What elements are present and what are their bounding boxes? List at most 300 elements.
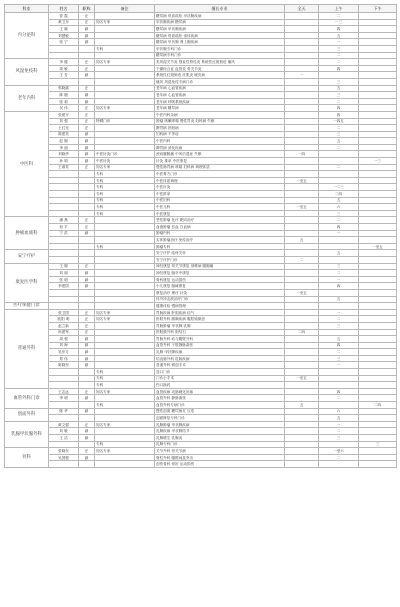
specialty-cell: 肿瘤专科: [155, 243, 285, 250]
doctor-name-cell: [49, 52, 79, 59]
full-day-cell: [285, 217, 319, 224]
doctor-title-cell: 副: [79, 98, 95, 105]
note-cell: 专科: [95, 177, 155, 184]
morning-cell: 五: [319, 296, 359, 303]
specialty-cell: 恶性肿瘤 化疗 靶向治疗: [155, 217, 285, 224]
doctor-name-cell: [49, 441, 79, 448]
doctor-title-cell: 副: [79, 151, 95, 158]
full-day-cell: [285, 276, 319, 283]
doctor-name-cell: 王红光: [49, 125, 79, 132]
specialty-cell: 痛风 风湿免疫专病门诊: [155, 78, 285, 85]
doctor-name-cell: 郑 伟: [49, 355, 79, 362]
doctor-title-cell: 副: [79, 355, 95, 362]
morning-cell: 一: [319, 421, 359, 428]
specialty-cell: 糖尿病专科门诊: [155, 52, 285, 59]
doctor-title-cell: 副: [79, 158, 95, 165]
note-cell: [95, 32, 155, 39]
note-cell: 知名专家: [95, 19, 155, 26]
table-row: [5, 237, 397, 244]
doctor-name-cell: 王志远: [49, 388, 79, 395]
doctor-title-cell: [79, 402, 95, 409]
specialty-cell: 脾胃病 肝胆病: [155, 125, 285, 132]
specialty-cell: 小儿康复 脑瘫康复: [155, 283, 285, 290]
specialty-cell: 血管外科 下肢静脉曲张: [155, 342, 285, 349]
table-row: [5, 375, 397, 382]
morning-cell: 三: [319, 92, 359, 99]
afternoon-cell: [359, 72, 397, 79]
note-cell: 专科: [95, 204, 155, 211]
full-day-cell: 一至五: [285, 289, 319, 296]
full-day-cell: [285, 428, 319, 435]
afternoon-cell: [359, 303, 397, 310]
full-day-cell: [285, 388, 319, 395]
table-row: [5, 171, 397, 178]
full-day-cell: [285, 441, 319, 448]
afternoon-cell: [359, 263, 397, 270]
morning-cell: 二: [319, 316, 359, 323]
full-day-cell: [285, 461, 319, 468]
table-row: [5, 204, 397, 211]
department-name: 创面外科: [5, 408, 49, 421]
note-cell: [95, 336, 155, 343]
doctor-title-cell: 副: [79, 230, 95, 237]
afternoon-cell: [359, 92, 397, 99]
full-day-cell: [285, 118, 319, 125]
table-row: [5, 210, 397, 217]
full-day-cell: [285, 408, 319, 415]
doctor-name-cell: 陈 刚: [49, 92, 79, 99]
department-name: 骨科: [5, 448, 49, 468]
doctor-title-cell: 正: [79, 65, 95, 72]
afternoon-cell: [359, 32, 397, 39]
doctor-name-cell: [49, 184, 79, 191]
specialty-cell: 胃肠肿瘤 甲状腺 乳腺: [155, 322, 285, 329]
table-row: [5, 184, 397, 191]
note-cell: 专科: [95, 243, 155, 250]
doctor-title-cell: [79, 204, 95, 211]
doctor-title-cell: 正: [79, 322, 95, 329]
header-row: [5, 5, 397, 13]
afternoon-cell: [359, 283, 397, 290]
table-row: [5, 72, 397, 79]
afternoon-cell: [359, 309, 397, 316]
note-cell: [95, 92, 155, 99]
doctor-name-cell: [49, 402, 79, 409]
morning-cell: 二: [319, 395, 359, 402]
afternoon-cell: [359, 177, 397, 184]
full-day-cell: [285, 250, 319, 257]
note-cell: 专科: [95, 210, 155, 217]
doctor-name-cell: 曾 霞: [49, 13, 79, 20]
afternoon-cell: [359, 415, 397, 422]
doctor-title-cell: 副: [79, 26, 95, 33]
morning-cell: 一二三: [319, 184, 359, 191]
morning-cell: 五: [319, 197, 359, 204]
morning-cell: [319, 243, 359, 250]
header-cell: 上午: [319, 5, 359, 13]
table-row: [5, 421, 397, 428]
doctor-title-cell: 正: [79, 388, 95, 395]
doctor-title-cell: [79, 45, 95, 52]
specialty-cell: 糖尿病 甲状腺 肾上腺疾病: [155, 39, 285, 46]
afternoon-cell: [359, 191, 397, 198]
full-day-cell: [285, 210, 319, 217]
full-day-cell: [285, 138, 319, 145]
afternoon-cell: [359, 184, 397, 191]
note-cell: [95, 303, 155, 310]
doctor-name-cell: 刘 海: [49, 342, 79, 349]
afternoon-cell: [359, 369, 397, 376]
doctor-name-cell: [49, 289, 79, 296]
specialty-cell: 血管外科专病门诊: [155, 402, 285, 409]
specialty-cell: 糖尿病 骨质疏松 甲状腺疾病: [155, 13, 285, 20]
afternoon-cell: [359, 289, 397, 296]
table-row: [5, 408, 397, 415]
full-day-cell: [285, 309, 319, 316]
doctor-title-cell: [79, 441, 95, 448]
afternoon-cell: 一三: [359, 158, 397, 165]
doctor-name-cell: [49, 210, 79, 217]
morning-cell: 六: [319, 408, 359, 415]
doctor-name-cell: 王 洁: [49, 435, 79, 442]
table-row: [5, 349, 397, 356]
full-day-cell: 二: [285, 256, 319, 263]
table-row: [5, 98, 397, 105]
doctor-name-cell: 黄卫东: [49, 19, 79, 26]
doctor-name-cell: [49, 177, 79, 184]
doctor-name-cell: [49, 382, 79, 389]
table-row: [5, 111, 397, 118]
table-row: [5, 369, 397, 376]
doctor-name-cell: 王 芳: [49, 72, 79, 79]
table-row: [5, 402, 397, 409]
afternoon-cell: [359, 105, 397, 112]
note-cell: [95, 263, 155, 270]
specialty-cell: 针灸 推拿 中医康复: [155, 158, 285, 165]
afternoon-cell: [359, 151, 397, 158]
afternoon-cell: [359, 230, 397, 237]
full-day-cell: [285, 230, 319, 237]
full-day-cell: [285, 65, 319, 72]
note-cell: 中医针灸: [95, 158, 155, 165]
afternoon-cell: [359, 19, 397, 26]
doctor-schedule-table: [4, 4, 397, 468]
full-day-cell: [285, 283, 319, 290]
specialty-cell: 胃肠外科 疝与腹壁外科: [155, 336, 285, 343]
morning-cell: 二: [319, 59, 359, 66]
doctor-title-cell: 正: [79, 19, 95, 26]
full-day-cell: [285, 415, 319, 422]
full-day-cell: 五: [285, 237, 319, 244]
full-day-cell: [285, 342, 319, 349]
department-name: 风湿免疫科: [5, 59, 49, 85]
note-cell: [95, 224, 155, 231]
header-cell: 全天: [285, 5, 319, 13]
doctor-title-cell: [79, 210, 95, 217]
doctor-title-cell: 正: [79, 105, 95, 112]
full-day-cell: [285, 263, 319, 270]
full-day-cell: [285, 270, 319, 277]
afternoon-cell: [359, 428, 397, 435]
doctor-title-cell: [79, 250, 95, 257]
specialty-cell: 中医内科: [155, 138, 285, 145]
note-cell: [95, 13, 155, 20]
afternoon-cell: [359, 125, 397, 132]
doctor-title-cell: 副: [79, 454, 95, 461]
table-row: [5, 164, 397, 171]
morning-cell: 二: [319, 270, 359, 277]
morning-cell: 一: [319, 230, 359, 237]
afternoon-cell: [359, 52, 397, 59]
doctor-name-cell: [49, 303, 79, 310]
note-cell: [95, 138, 155, 145]
afternoon-cell: [359, 85, 397, 92]
doctor-title-cell: 副: [79, 336, 95, 343]
table-row: [5, 263, 397, 270]
afternoon-cell: [359, 210, 397, 217]
specialty-cell: 中医体质调理: [155, 177, 285, 184]
full-day-cell: [285, 59, 319, 66]
doctor-title-cell: 正: [79, 111, 95, 118]
full-day-cell: [285, 303, 319, 310]
doctor-title-cell: 副: [79, 362, 95, 369]
full-day-cell: 一至五: [285, 204, 319, 211]
note-cell: 知名专家: [95, 448, 155, 455]
afternoon-cell: [359, 197, 397, 204]
specialty-cell: 干燥综合征 血管炎 骨关节炎: [155, 65, 285, 72]
doctor-title-cell: 正: [79, 421, 95, 428]
full-day-cell: [285, 296, 319, 303]
afternoon-cell: 三: [359, 441, 397, 448]
specialty-cell: 中医儿科: [155, 204, 285, 211]
morning-cell: 三: [319, 131, 359, 138]
morning-cell: [319, 329, 359, 336]
doctor-title-cell: 正: [79, 263, 95, 270]
specialty-cell: 糖尿病 甲状腺疾病: [155, 26, 285, 33]
afternoon-cell: [359, 164, 397, 171]
table-row: [5, 78, 397, 85]
doctor-name-cell: 宁 洪: [49, 230, 79, 237]
afternoon-cell: [359, 336, 397, 343]
note-cell: [95, 342, 155, 349]
morning-cell: 一四五: [319, 118, 359, 125]
morning-cell: [319, 375, 359, 382]
doctor-title-cell: 副: [79, 92, 95, 99]
table-row: [5, 388, 397, 395]
table-row: [5, 336, 397, 343]
doctor-name-cell: [49, 191, 79, 198]
afternoon-cell: [359, 138, 397, 145]
doctor-name-cell: 李 健: [49, 59, 79, 66]
afternoon-cell: [359, 388, 397, 395]
specialty-cell: 健康体检 慢病管理: [155, 303, 285, 310]
doctor-name-cell: 李 明: [49, 395, 79, 402]
table-row: [5, 39, 397, 46]
doctor-name-cell: 刘晓华: [49, 151, 79, 158]
morning-cell: [319, 158, 359, 165]
afternoon-cell: [359, 204, 397, 211]
specialty-cell: 脊柱外科 腰椎间盘突出: [155, 454, 285, 461]
afternoon-cell: [359, 395, 397, 402]
specialty-cell: 安宁疗护 临终关怀: [155, 250, 285, 257]
afternoon-cell: [359, 329, 397, 336]
doctor-name-cell: 李 丽: [49, 144, 79, 151]
afternoon-cell: [359, 237, 397, 244]
doctor-name-cell: 赵 刚: [49, 138, 79, 145]
table-row: [5, 448, 397, 455]
doctor-name-cell: 黄文强: [49, 421, 79, 428]
full-day-cell: [285, 78, 319, 85]
full-day-cell: [285, 26, 319, 33]
note-cell: [95, 256, 155, 263]
morning-cell: [319, 237, 359, 244]
department-name: 中医科: [5, 111, 49, 217]
afternoon-cell: [359, 45, 397, 52]
department-name: 老年内科: [5, 85, 49, 111]
afternoon-cell: [359, 408, 397, 415]
specialty-cell: 普通外科 微创手术: [155, 362, 285, 369]
morning-cell: 四: [319, 65, 359, 72]
doctor-name-cell: 张建平: [49, 111, 79, 118]
specialty-cell: 创伤骨科 骨折 运动损伤: [155, 461, 285, 468]
specialty-cell: 康复治疗 理疗 针灸: [155, 289, 285, 296]
note-cell: [95, 322, 155, 329]
note-cell: [95, 144, 155, 151]
header-cell: 职称: [79, 5, 95, 13]
note-cell: [95, 428, 155, 435]
table-row: [5, 322, 397, 329]
full-day-cell: [285, 336, 319, 343]
doctor-title-cell: [79, 296, 95, 303]
table-row: [5, 144, 397, 151]
doctor-name-cell: [49, 415, 79, 422]
full-day-cell: [285, 355, 319, 362]
department-name: 乳腺甲状腺外科: [5, 421, 49, 447]
note-cell: [95, 415, 155, 422]
afternoon-cell: [359, 26, 397, 33]
note-cell: [95, 408, 155, 415]
note-cell: [95, 454, 155, 461]
doctor-name-cell: 吴 伟: [49, 105, 79, 112]
full-day-cell: [285, 184, 319, 191]
note-cell: [95, 98, 155, 105]
table-row: [5, 191, 397, 198]
table-row: [5, 45, 397, 52]
doctor-name-cell: [49, 296, 79, 303]
table-row: [5, 224, 397, 231]
afternoon-cell: [359, 454, 397, 461]
specialty-cell: 甲状腺疾病 糖尿病: [155, 19, 285, 26]
doctor-title-cell: 副: [79, 408, 95, 415]
full-day-cell: 一: [285, 72, 319, 79]
table-row: [5, 158, 397, 165]
note-cell: 专科: [95, 382, 155, 389]
afternoon-cell: [359, 296, 397, 303]
doctor-name-cell: 张 明: [49, 276, 79, 283]
table-row: [5, 13, 397, 20]
specialty-cell: 胃肠疾病 肝胆疾病 疝气: [155, 309, 285, 316]
morning-cell: 四: [319, 224, 359, 231]
specialty-cell: 造口门诊: [155, 369, 285, 376]
specialty-cell: 中医针灸: [155, 184, 285, 191]
full-day-cell: [285, 164, 319, 171]
table-row: [5, 435, 397, 442]
full-day-cell: 一四: [285, 151, 319, 158]
full-day-cell: [285, 435, 319, 442]
afternoon-cell: [359, 78, 397, 85]
specialty-cell: 乳腺 甲状腺疾病: [155, 349, 285, 356]
doctor-name-cell: 何 平: [49, 224, 79, 231]
doctor-name-cell: 刘 强: [49, 118, 79, 125]
department-name: 肿瘤血液科: [5, 217, 49, 250]
table-row: [5, 355, 397, 362]
table-row: [5, 85, 397, 92]
note-cell: 知名专家: [95, 59, 155, 66]
full-day-cell: [285, 39, 319, 46]
afternoon-cell: [359, 59, 397, 66]
afternoon-cell: [359, 98, 397, 105]
table-row: [5, 230, 397, 237]
morning-cell: [319, 256, 359, 263]
doctor-title-cell: 副: [79, 342, 95, 349]
table-row: [5, 243, 397, 250]
morning-cell: [319, 441, 359, 448]
doctor-title-cell: 正: [79, 59, 95, 66]
doctor-title-cell: 副: [79, 39, 95, 46]
specialty-cell: 脾胃病 消化疾病: [155, 144, 285, 151]
table-row: [5, 454, 397, 461]
specialty-cell: 中医内科杂病: [155, 111, 285, 118]
table-row: [5, 52, 397, 59]
morning-cell: [319, 177, 359, 184]
table-row: [5, 276, 397, 283]
table-row: [5, 461, 397, 468]
doctor-name-cell: [49, 171, 79, 178]
doctor-name-cell: 李建国: [49, 283, 79, 290]
doctor-title-cell: [79, 303, 95, 310]
afternoon-cell: [359, 316, 397, 323]
afternoon-cell: [359, 355, 397, 362]
afternoon-cell: [359, 250, 397, 257]
doctor-name-cell: 刘 丽: [49, 270, 79, 277]
note-cell: 知名专家: [95, 105, 155, 112]
note-cell: [95, 250, 155, 257]
full-day-cell: [285, 45, 319, 52]
morning-cell: 二: [319, 52, 359, 59]
specialty-cell: 老年病 心血管疾病: [155, 85, 285, 92]
morning-cell: 二: [319, 217, 359, 224]
note-cell: 专科: [95, 191, 155, 198]
note-cell: 专科: [95, 45, 155, 52]
table-row: [5, 92, 397, 99]
table-row: [5, 197, 397, 204]
morning-cell: 五: [319, 415, 359, 422]
afternoon-cell: [359, 349, 397, 356]
full-day-cell: [285, 13, 319, 20]
note-cell: 专科: [95, 197, 155, 204]
morning-cell: 二: [319, 98, 359, 105]
full-day-cell: 五: [285, 402, 319, 409]
doctor-name-cell: 郭晓斌: [49, 85, 79, 92]
table-row: [5, 309, 397, 316]
doctor-name-cell: 周 强: [49, 336, 79, 343]
morning-cell: [319, 303, 359, 310]
header-cell: 姓名: [49, 5, 79, 13]
doctor-title-cell: [79, 256, 95, 263]
morning-cell: 四: [319, 105, 359, 112]
morning-cell: 二: [319, 428, 359, 435]
morning-cell: 五: [319, 32, 359, 39]
